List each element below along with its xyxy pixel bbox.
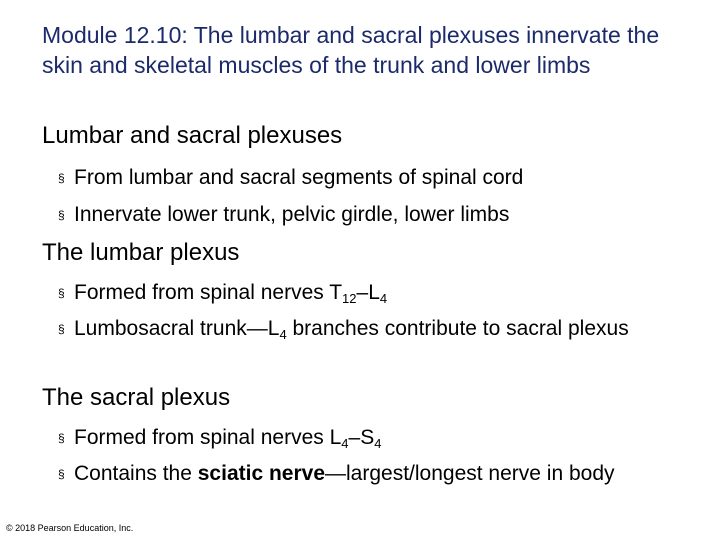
bullet-item [58,459,698,489]
subscript: 4 [279,327,287,342]
bullet-item [58,314,698,344]
bullet-item [58,200,698,230]
bullet-text: Formed from spinal nerves $L_4-S_4$ [74,426,382,451]
bullet-marker-icon: § [58,467,65,481]
bullet-marker-icon: § [58,208,65,222]
subscript: 4 [374,436,382,451]
bullet-text: Innervate lower trunk, pelvic girdle, lower limbs [74,203,510,226]
bullet-marker-icon: § [58,322,65,336]
bullet-text: Contains the sciatic nerve—largest/longest nerve in body [74,462,615,485]
bullet-marker-icon: § [58,171,65,185]
section-heading-sacral-plexus: The sacral plexus [42,384,231,411]
bullet-marker-icon: § [58,286,65,300]
subscript: 4 [379,291,388,306]
slide-title: Module 12.10: The lumbar and sacral plexuses innervate the skin and skeletal muscles of the trunk and lower limbs [42,22,660,78]
bullet-text: Formed from spinal nerves $T_{12}-L_4$ [74,281,388,306]
bullet-item [58,163,698,193]
subscript: 4 [341,436,349,451]
section-heading-lumbar-and-sacral-plexuses: Lumbar and sacral plexuses [42,122,343,149]
bullet-item [58,278,698,308]
bullet-text: Lumbosacral $trunk—L_4$ branches contribute to sacral plexus [74,317,629,342]
copyright-footer: © 2018 Pearson Education, Inc. [6,523,134,533]
bullet-marker-icon: § [58,431,65,445]
section-heading-lumbar-plexus: The lumbar plexus [42,239,240,266]
subscript: 12 [342,291,357,306]
bullet-text: From lumbar and sacral segments of spinal cord [74,166,524,189]
bold-term: sciatic nerve [197,462,326,485]
bullet-item [58,423,698,453]
